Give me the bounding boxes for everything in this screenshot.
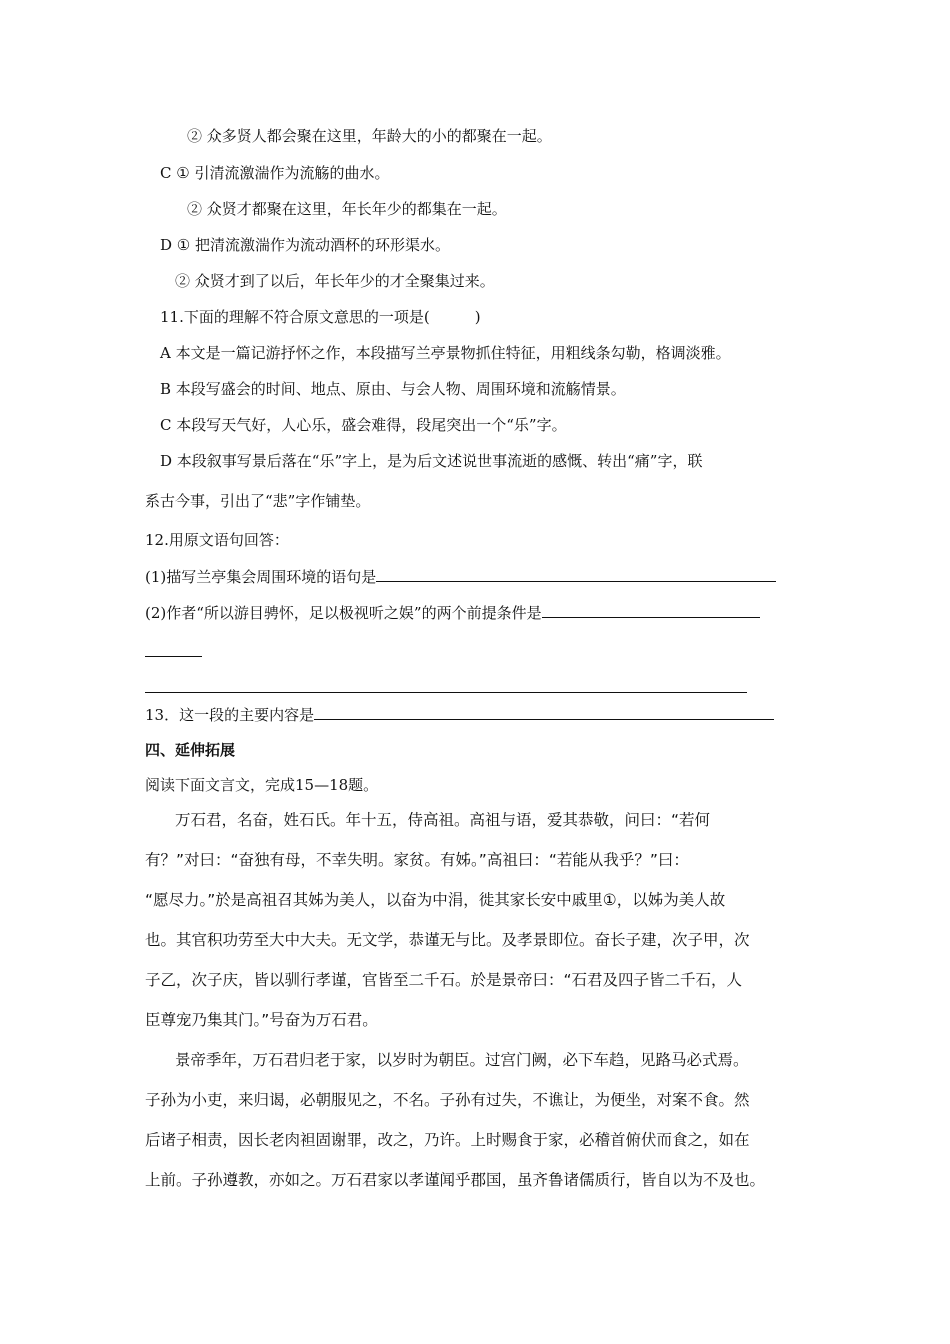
question-13: [145, 704, 774, 725]
option-c-item-2: ② 众贤才都聚在这里，年长年少的都集在一起。: [187, 200, 507, 218]
question-11-option-d-line-1: D 本段叙事写景后落在“乐”字上，是为后文述说世事流逝的感慨、转出“痛”字，联: [160, 452, 703, 470]
question-11-stem: 11.下面的理解不符合原文意思的一项是( ): [160, 308, 481, 326]
answer-blank-12-3[interactable]: [145, 692, 747, 693]
question-13-prompt: 13．这一段的主要内容是: [145, 706, 315, 724]
question-11-option-c: C 本段写天气好，人心乐，盛会难得，段尾突出一个“乐”字。: [160, 416, 567, 434]
question-11-option-b: B 本段写盛会的时间、地点、原由、与会人物、周围环境和流觞情景。: [160, 380, 626, 398]
passage-line: “愿尽力。”於是高祖召其姊为美人，以奋为中涓，徙其家长安中戚里①，以姊为美人故: [145, 891, 726, 909]
question-11-option-a: A 本文是一篇记游抒怀之作，本段描写兰亭景物抓住特征，用粗线条勾勒，格调淡雅。: [160, 344, 731, 362]
option-d-item-1: D ① 把清流激湍作为流动酒杯的环形渠水。: [160, 236, 451, 254]
question-12-part-1-prompt: (1)描写兰亭集会周围环境的语句是: [145, 568, 377, 586]
passage-line: 臣尊宠乃集其门。”号奋为万石君。: [145, 1011, 378, 1029]
passage-line: 子乙，次子庆，皆以驯行孝谨，官皆至二千石。於是景帝曰：“石君及四子皆二千石，人: [145, 971, 743, 989]
question-12-part-2: [145, 602, 760, 623]
answer-blank-12-2[interactable]: [542, 602, 760, 618]
answer-blank-12-1[interactable]: [376, 566, 776, 582]
option-c-item-1: C ① 引清流激湍作为流觞的曲水。: [160, 164, 390, 182]
question-11-option-d-line-2: 系古今事，引出了“悲”字作铺垫。: [145, 492, 371, 510]
answer-blank-12-2-continued[interactable]: [145, 656, 202, 657]
passage-line: 有？”对曰：“奋独有母，不幸失明。家贫。有姊。”高祖曰：“若能从我乎？”曰：: [145, 851, 689, 869]
passage-line: 上前。子孙遵教，亦如之。万石君家以孝谨闻乎郡国，虽齐鲁诸儒质行，皆自以为不及也。: [145, 1171, 766, 1189]
option-d-item-2: ② 众贤才到了以后，年长年少的才全聚集过来。: [175, 272, 495, 290]
answer-blank-13[interactable]: [314, 704, 774, 720]
question-12-stem: 12.用原文语句回答：: [145, 531, 289, 549]
passage-line: 景帝季年，万石君归老于家，以岁时为朝臣。过宫门阙，必下车趋，见路马必式焉。: [175, 1051, 749, 1069]
passage-line: 也。其官积功劳至大中大夫。无文学，恭谨无与比。及孝景即位。奋长子建，次子甲，次: [145, 931, 750, 949]
passage-line: 万石君，名奋，姓石氏。年十五，侍高祖。高祖与语，爱其恭敬，问曰：“若何: [175, 811, 711, 829]
option-b-item-2: ② 众多贤人都会聚在这里，年龄大的小的都聚在一起。: [187, 127, 552, 145]
question-12-part-2-prompt: (2)作者“所以游目骋怀，足以极视听之娱”的两个前提条件是: [145, 604, 542, 622]
question-12-part-1: [145, 566, 776, 587]
passage-line: 后诸子相责，因长老肉袒固谢罪，改之，乃许。上时赐食于家，必稽首俯伏而食之，如在: [145, 1131, 750, 1149]
section-instruction: 阅读下面文言文，完成15—18题。: [145, 776, 379, 794]
section-title: 四、延伸拓展: [145, 741, 236, 759]
passage-line: 子孙为小吏，来归谒，必朝服见之，不名。子孙有过失，不谯让，为便坐，对案不食。然: [145, 1091, 750, 1109]
